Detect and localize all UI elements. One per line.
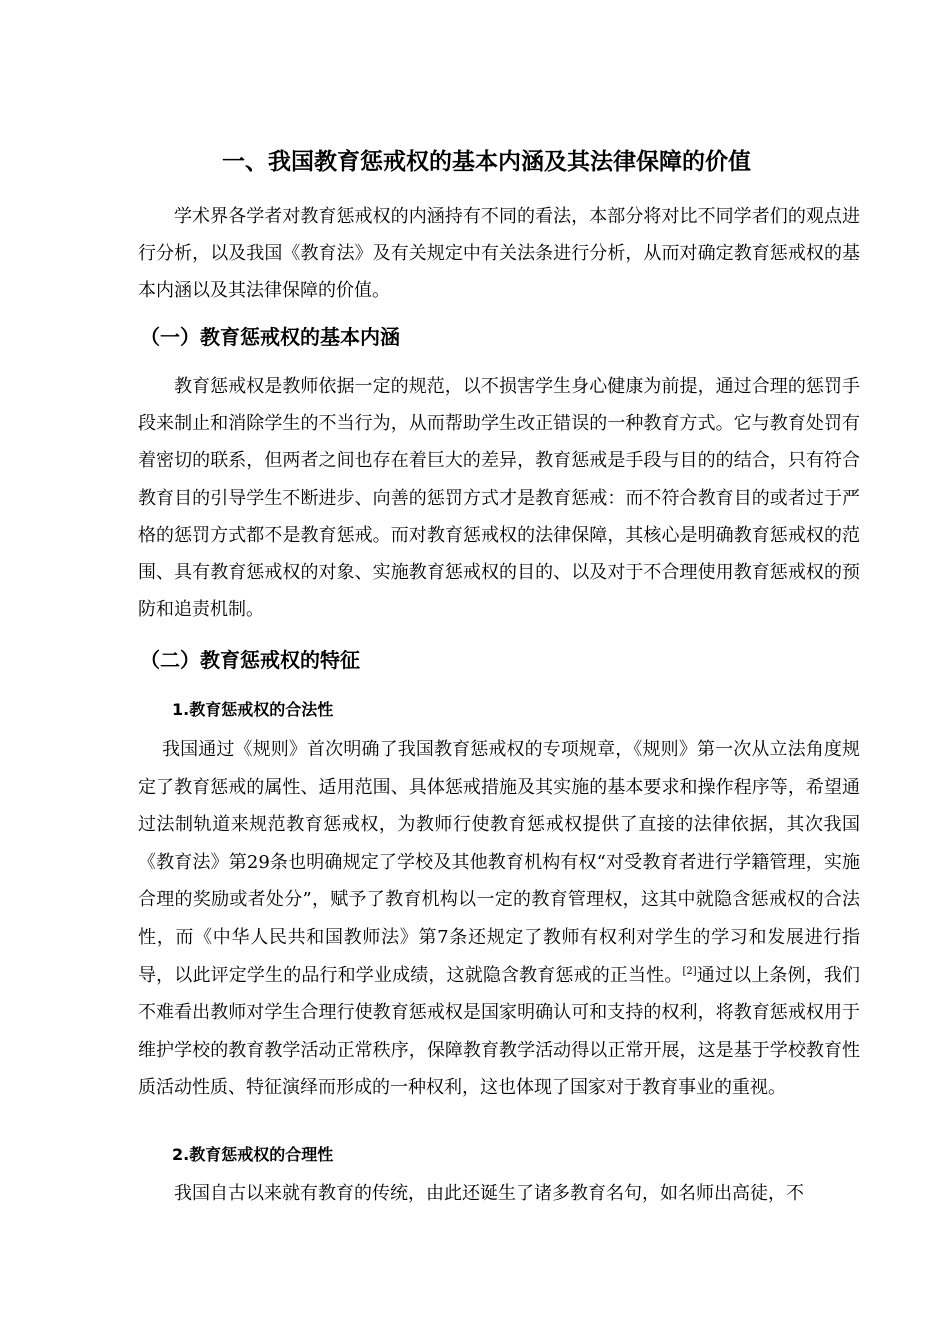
section-1-heading: （一）教育惩戒权的基本内涵 xyxy=(140,325,400,349)
subsection-1-text-after: 通过以上条例，我们不难看出教师对学生合理行使教育惩戒权是国家明确认可和支持的权利，将教育惩戒权用于维护学校的教育教学活动正常秩序，保障教育教学活动得以正常开展，这是基于学校教育性质活动性质、特征演绎而形成的一种权利，这也体现了国家对于教育事业的重视。 xyxy=(138,964,861,1099)
subsection-2-heading: 2.教育惩戒权的合理性 xyxy=(172,1145,334,1164)
chapter-title: 一、我国教育惩戒权的基本内涵及其法律保障的价值 xyxy=(222,149,751,175)
subsection-1-paragraph xyxy=(138,731,860,1107)
citation-marker: [2] xyxy=(682,965,697,977)
section-1-paragraph: 教育惩戒权是教师依据一定的规范，以不损害学生身心健康为前提，通过合理的惩罚手段来制止和消除学生的不当行为，从而帮助学生改正错误的一种教育方式。它与教育处罚有着密切的联系，但两者之间也存在着巨大的差异，教育惩戒是手段与目的的结合，只有符合教育目的引导学生不断进步、向善的惩罚方式才是教育惩戒：而不符合教育目的或者过于严格的惩罚方式都不是教育惩戒。而对教育惩戒权的法律保障，其核心是明确教育惩戒权的范围、具有教育惩戒权的对象、实施教育惩戒权的目的、以及对于不合理使用教育惩戒权的预防和追责机制。 xyxy=(138,376,860,621)
subsection-1-heading: 1.教育惩戒权的合法性 xyxy=(172,700,334,719)
subsection-1-text-before: 我国通过《规则》首次明确了我国教育惩戒权的专项规章，《规则》第一次从立法角度规定了教育惩戒的属性、适用范围、具体惩戒措施及其实施的基本要求和操作程序等，希望通过法制轨道来规范教育惩戒权，为教师行使教育惩戒权提供了直接的法律依据，其次我国《教育法》第29条也明确规定了学校及其他教育机构有权“对受教育者进行学籍管理，实施合理的奖励或者处分”，赋予了教育机构以一定的教育管理权，这其中就隐含惩戒权的合法性，而《中华人民共和国教师法》第7条还规定了教师有权利对学生的学习和发展进行指导，以此评定学生的品行和学业成绩，这就隐含教育惩戒的正当性。 xyxy=(138,739,860,986)
intro-paragraph: 学术界各学者对教育惩戒权的内涵持有不同的看法，本部分将对比不同学者们的观点进行分析，以及我国《教育法》及有关规定中有关法条进行分析，从而对确定教育惩戒权的基本内涵以及其法律保障的价值。 xyxy=(138,206,860,302)
section-2-heading: （二）教育惩戒权的特征 xyxy=(140,648,360,672)
subsection-2-paragraph: 我国自古以来就有教育的传统，由此还诞生了诸多教育名句，如名师出高徒，不 xyxy=(174,1183,804,1204)
